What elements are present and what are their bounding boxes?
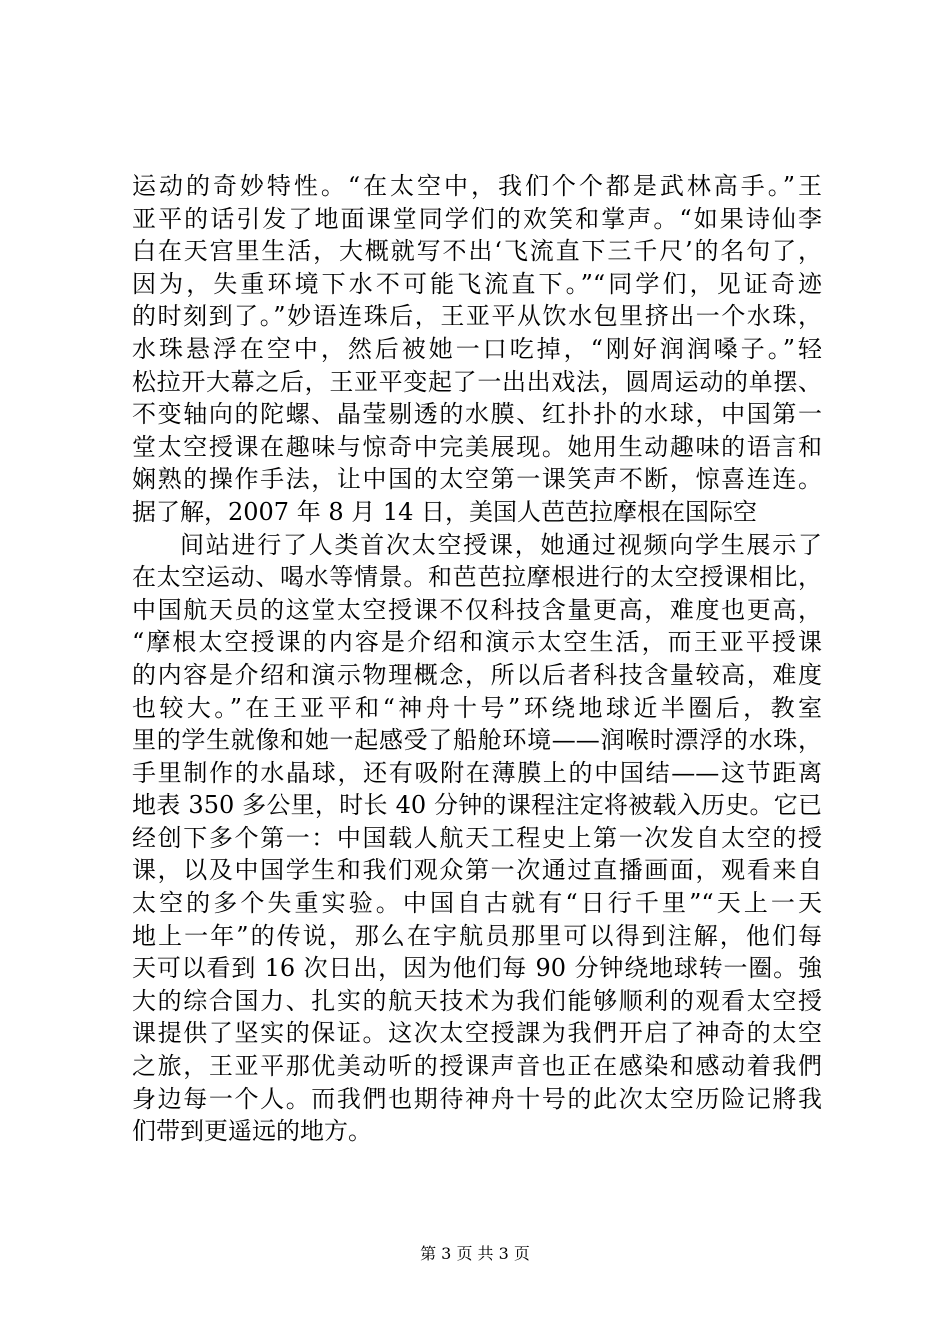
text-line: 手里制作的水晶球，还有吸附在薄膜上的中国结——这节距离 <box>132 758 822 787</box>
page-number-footer: 第 3 页 共 3 页 <box>420 1244 530 1263</box>
text-line: 间站进行了人类首次太空授课，她通过视频向学生展示了 <box>180 530 822 559</box>
text-line: 太空的多个失重实验。中国自古就有“日行千里”“天上一天 <box>132 889 822 918</box>
text-line: 亚平的话引发了地面课堂同学们的欢笑和掌声。“如果诗仙李 <box>132 204 822 233</box>
text-line: 的时刻到了。”妙语连珠后，王亚平从饮水包里挤出一个水珠， <box>132 302 822 331</box>
text-line: 课，以及中国学生和我们观众第一次通过直播画面，观看来自 <box>132 856 822 885</box>
text-line: 据了解，2007 年 8 月 14 日，美国人芭芭拉摩根在国际空 <box>132 497 758 526</box>
text-line: 运动的奇妙特性。“在太空中，我们个个都是武林高手。”王 <box>132 172 822 200</box>
paragraph-2 <box>132 529 822 1148</box>
text-line: 白在天宫里生活，大概就写不出‘飞流直下三千尺’的名句了， <box>132 237 822 266</box>
text-line: 水珠悬浮在空中，然后被她一口吃掉，“刚好润润嗓子。”轻 <box>132 334 822 363</box>
body-text <box>132 170 822 1148</box>
text-line: 们带到更遥远的地方。 <box>132 1117 372 1146</box>
text-line: 中国航天员的这堂太空授课不仅科技含量更高，难度也更高， <box>132 595 822 624</box>
text-line: 在太空运动、喝水等情景。和芭芭拉摩根进行的太空授课相比， <box>132 563 822 592</box>
text-line: 因为，失重环境下水不可能飞流直下。”“同学们，见证奇迹 <box>132 269 822 298</box>
text-line: 地上一年”的传说，那么在宇航员那里可以得到注解，他们每 <box>132 921 822 950</box>
text-line: “摩根太空授课的内容是介绍和演示太空生活，而王亚平授课 <box>132 628 822 657</box>
text-line: 娴熟的操作手法，让中国的太空第一课笑声不断，惊喜连连。 <box>132 465 822 494</box>
text-line: 课提供了坚实的保证。这次太空授課为我們开启了神奇的太空 <box>132 1019 822 1048</box>
text-line: 的内容是介绍和演示物理概念，所以后者科技含量较高，难度 <box>132 660 822 689</box>
text-line: 身边每一个人。而我們也期待神舟十号的此次太空历险记將我 <box>132 1084 822 1113</box>
text-line: 大的综合国力、扎实的航天技术为我们能够顺利的观看太空授 <box>132 986 822 1015</box>
text-line: 之旅，王亚平那优美动听的授课声音也正在感染和感动着我們 <box>132 1052 822 1081</box>
text-line: 松拉开大幕之后，王亚平变起了一出出戏法，圆周运动的单摆、 <box>132 367 822 396</box>
text-line: 经创下多个第一：中国载人航天工程史上第一次发自太空的授 <box>132 823 822 852</box>
text-line: 里的学生就像和她一起感受了船舱环境——润喉时漂浮的水珠， <box>132 726 822 755</box>
text-line: 地表 350 多公里，时长 40 分钟的课程注定将被载入历史。它已 <box>132 791 822 820</box>
text-line: 也较大。”在王亚平和“神舟十号”环绕地球近半圈后，教室 <box>132 693 822 722</box>
text-line: 堂太空授课在趣味与惊奇中完美展现。她用生动趣味的语言和 <box>132 432 822 461</box>
text-line: 天可以看到 16 次日出，因为他们每 90 分钟绕地球转一圈。強 <box>132 954 822 983</box>
text-line: 不变轴向的陀螺、晶莹剔透的水膜、红扑扑的水球，中国第一 <box>132 400 822 429</box>
paragraph-1 <box>132 170 822 529</box>
